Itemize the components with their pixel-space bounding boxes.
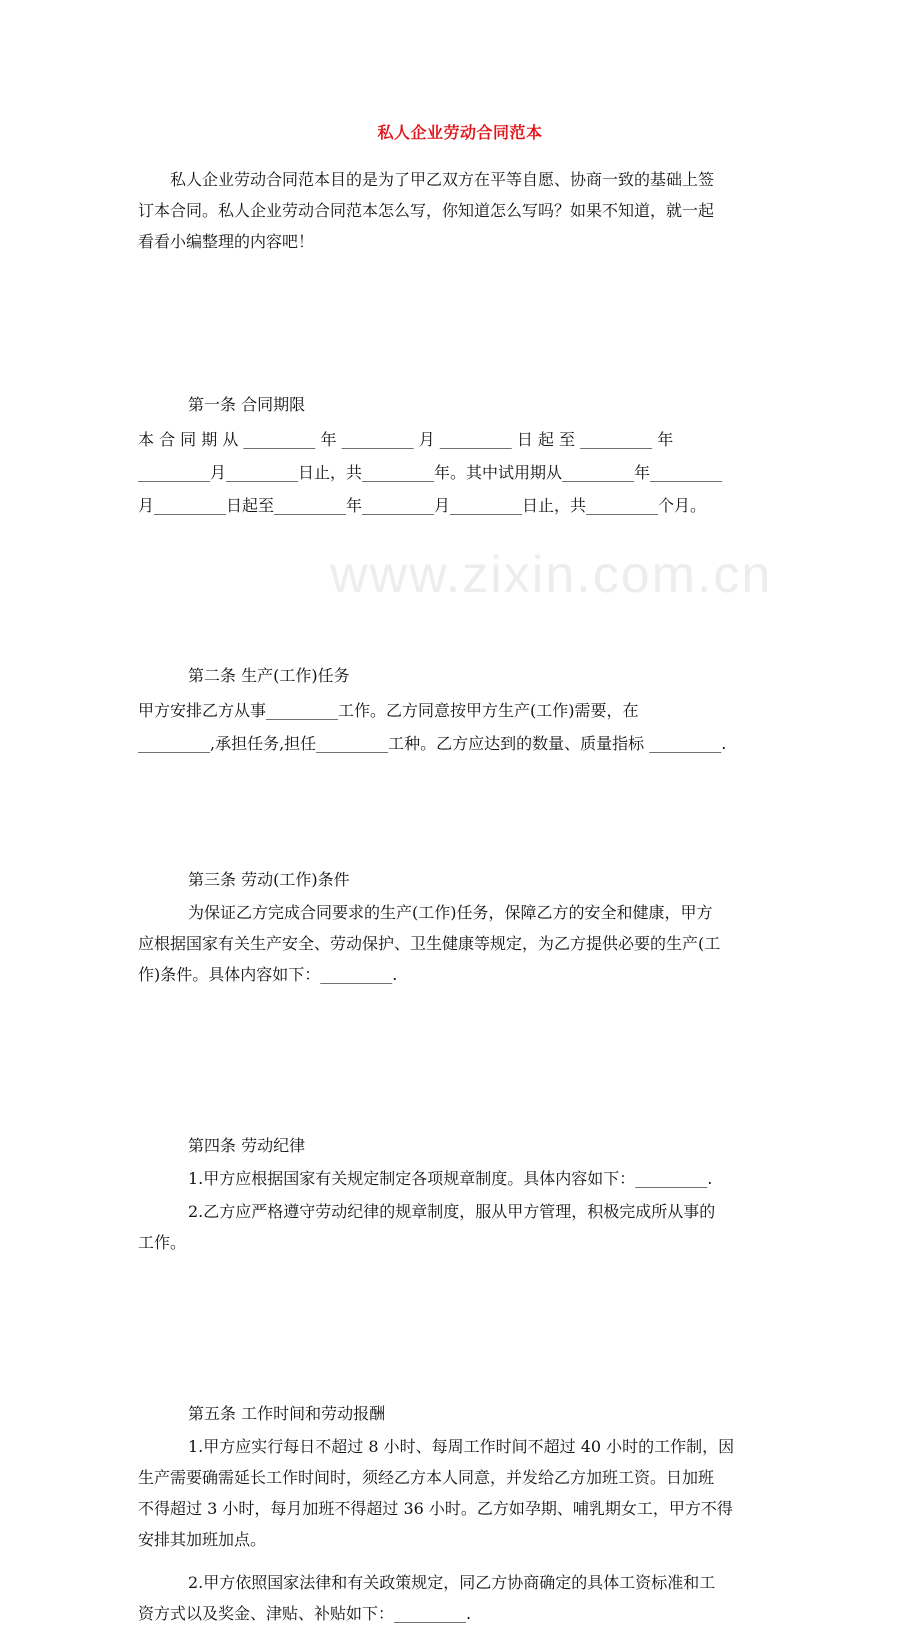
article-line: 作)条件。具体内容如下：_________. [138,965,398,984]
article-line: 应根据国家有关生产安全、劳动保护、卫生健康等规定，为乙方提供必要的生产(工 [138,934,721,953]
article-heading: 第二条 生产(工作)任务 [188,666,350,685]
article-line: _________月_________日止，共_________年。其中试用期从_________年_________ [138,463,723,482]
intro-line: 看看小编整理的内容吧！ [138,232,315,251]
article-line: 1.甲方应根据国家有关规定制定各项规章制度。具体内容如下：_________. [188,1169,713,1188]
article-heading: 第五条 工作时间和劳动报酬 [188,1404,386,1423]
article-2 [138,660,920,759]
article-line: 为保证乙方完成合同要求的生产(工作)任务，保障乙方的安全和健康，甲方 [188,903,713,922]
article-1 [138,389,920,521]
document-title: 私人企业劳动合同范本 [377,123,543,142]
article-heading: 第四条 劳动纪律 [188,1136,306,1155]
article-line: 月_________日起至_________年_________月_________日止，共_________个月。 [138,496,707,515]
intro-paragraph [138,164,920,257]
intro-line: 订本合同。私人企业劳动合同范本怎么写，你知道怎么写吗？如果不知道，就一起 [138,201,715,220]
article-line: 1.甲方应实行每日不超过 8 小时、每周工作时间不超过 40 小时的工作制，因 [188,1437,735,1456]
article-line: 2.乙方应严格遵守劳动纪律的规章制度，服从甲方管理，积极完成所从事的 [188,1202,716,1221]
article-line: 生产需要确需延长工作时间时，须经乙方本人同意，并发给乙方加班工资。日加班 [138,1468,715,1487]
watermark: www.zixin.com.cn [330,546,773,604]
article-line: 不得超过 3 小时，每月加班不得超过 36 小时。乙方如孕期、哺乳期女工，甲方不得 [138,1499,733,1518]
article-line: 安排其加班加点。 [138,1530,267,1549]
article-heading: 第一条 合同期限 [188,395,306,414]
article-4 [138,1130,920,1258]
article-line: 本 合 同 期 从 _________ 年 _________ 月 _________ 日 起 至 _________ 年 [138,430,674,449]
article-5 [138,1398,920,1629]
article-heading: 第三条 劳动(工作)条件 [188,870,350,889]
article-3 [138,864,920,990]
intro-line: 私人企业劳动合同范本目的是为了甲乙双方在平等自愿、协商一致的基础上签 [170,170,715,189]
article-line: 甲方安排乙方从事_________工作。乙方同意按甲方生产(工作)需要，在 [138,701,639,720]
article-line: 工作。 [138,1233,187,1252]
article-line: 2.甲方依照国家法律和有关政策规定，同乙方协商确定的具体工资标准和工 [188,1573,716,1592]
article-line: 资方式以及奖金、津贴、补贴如下：_________. [138,1604,472,1623]
article-line: _________,承担任务,担任_________工种。乙方应达到的数量、质量指标 _________. [138,734,727,753]
